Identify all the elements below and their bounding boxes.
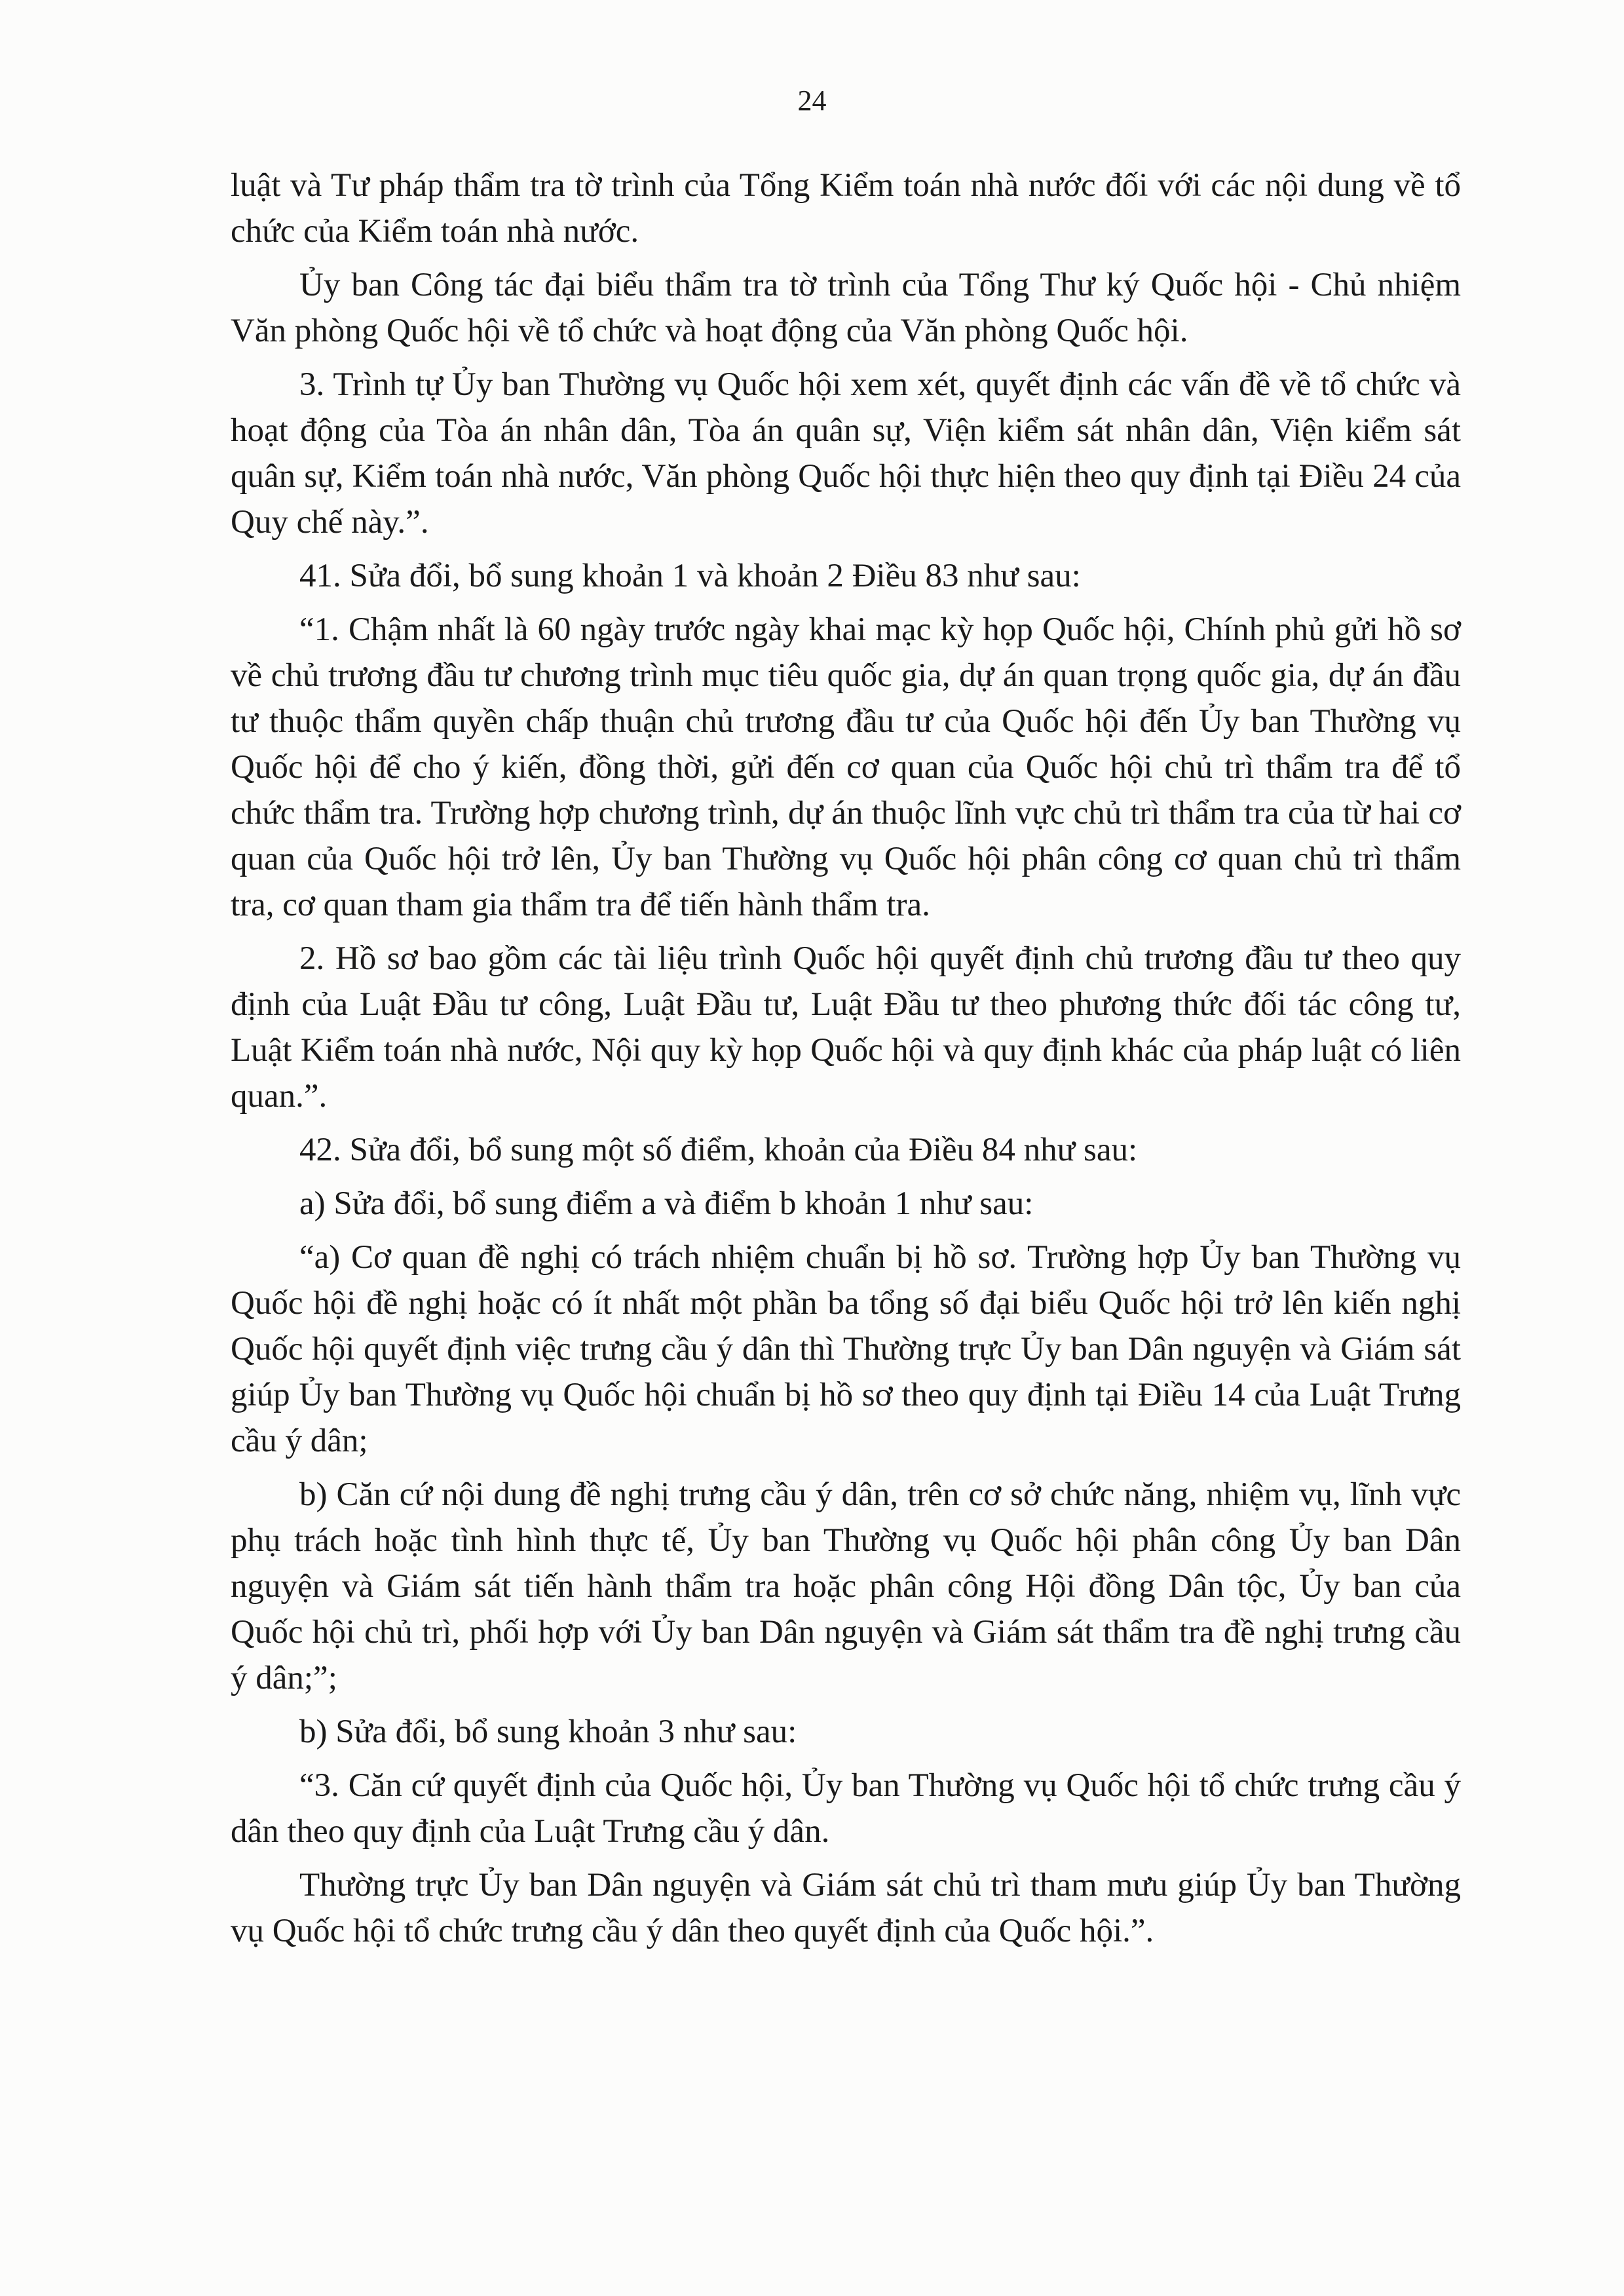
paragraph-clause-3: 3. Trình tự Ủy ban Thường vụ Quốc hội xem xét, quyết định các vấn đề về tổ chức và hoạt động của Tòa án nhân dân, Tòa án quân sự, Viện kiểm sát nhân dân, Viện kiểm sát quân sự, Kiểm toán nhà nước, Văn phòng Quốc hội thực hiện theo quy định tại Điều 24 của Quy chế này.”.	[231, 366, 1461, 541]
paragraph-point-b: b) Sửa đổi, bổ sung khoản 3 như sau:	[299, 1713, 797, 1750]
paragraph-amended-b: b) Căn cứ nội dung đề nghị trưng cầu ý dân, trên cơ sở chức năng, nhiệm vụ, lĩnh vực phụ trách hoặc tình hình thực tế, Ủy ban Thường vụ Quốc hội phân công Ủy ban Dân nguyện và Giám sát tiến hành thẩm tra hoặc phân công Hội đồng Dân tộc, Ủy ban của Quốc hội chủ trì, phối hợp với Ủy ban Dân nguyện và Giám sát thẩm tra đề nghị trưng cầu ý dân;”;	[231, 1476, 1461, 1696]
paragraph-clause-1: “1. Chậm nhất là 60 ngày trước ngày khai mạc kỳ họp Quốc hội, Chính phủ gửi hồ sơ về chủ trương đầu tư chương trình mục tiêu quốc gia, dự án quan trọng quốc gia, dự án đầu tư thuộc thẩm quyền chấp thuận chủ trương đầu tư của Quốc hội đến Ủy ban Thường vụ Quốc hội để cho ý kiến, đồng thời, gửi đến cơ quan của Quốc hội chủ trì thẩm tra để tổ chức thẩm tra. Trường hợp chương trình, dự án thuộc lĩnh vực chủ trì thẩm tra của từ hai cơ quan của Quốc hội trở lên, Ủy ban Thường vụ Quốc hội phân công cơ quan chủ trì thẩm tra, cơ quan tham gia thẩm tra để tiến hành thẩm tra.	[231, 611, 1461, 923]
document-body	[231, 163, 1461, 1962]
paragraph-amended-a: “a) Cơ quan đề nghị có trách nhiệm chuẩn bị hồ sơ. Trường hợp Ủy ban Thường vụ Quốc hội đề nghị hoặc có ít nhất một phần ba tổng số đại biểu Quốc hội trở lên kiến nghị Quốc hội quyết định việc trưng cầu ý dân thì Thường trực Ủy ban Dân nguyện và Giám sát giúp Ủy ban Thường vụ Quốc hội chuẩn bị hồ sơ theo quy định tại Điều 14 của Luật Trưng cầu ý dân;	[231, 1239, 1461, 1459]
paragraph-point-a: a) Sửa đổi, bổ sung điểm a và điểm b khoản 1 như sau:	[299, 1185, 1034, 1222]
paragraph-clause-2: 2. Hồ sơ bao gồm các tài liệu trình Quốc hội quyết định chủ trương đầu tư theo quy định của Luật Đầu tư công, Luật Đầu tư, Luật Đầu tư theo phương thức đối tác công tư, Luật Kiểm toán nhà nước, Nội quy kỳ họp Quốc hội và quy định khác của pháp luật có liên quan.”.	[231, 940, 1461, 1115]
paragraph-item-42: 42. Sửa đổi, bổ sung một số điểm, khoản của Điều 84 như sau:	[299, 1132, 1138, 1168]
paragraph-continuation: luật và Tư pháp thẩm tra tờ trình của Tổng Kiểm toán nhà nước đối với các nội dung về tổ chức của Kiểm toán nhà nước.	[231, 167, 1461, 250]
paragraph-final: Thường trực Ủy ban Dân nguyện và Giám sát chủ trì tham mưu giúp Ủy ban Thường vụ Quốc hội tổ chức trưng cầu ý dân theo quyết định của Quốc hội.”.	[231, 1867, 1461, 1949]
paragraph-amended-clause-3: “3. Căn cứ quyết định của Quốc hội, Ủy ban Thường vụ Quốc hội tổ chức trưng cầu ý dân theo quy định của Luật Trưng cầu ý dân.	[231, 1767, 1461, 1850]
paragraph: Ủy ban Công tác đại biểu thẩm tra tờ trình của Tổng Thư ký Quốc hội - Chủ nhiệm Văn phòng Quốc hội về tổ chức và hoạt động của Văn phòng Quốc hội.	[231, 267, 1461, 349]
paragraph-item-41: 41. Sửa đổi, bổ sung khoản 1 và khoản 2 Điều 83 như sau:	[299, 558, 1081, 594]
page-number: 24	[797, 85, 827, 117]
